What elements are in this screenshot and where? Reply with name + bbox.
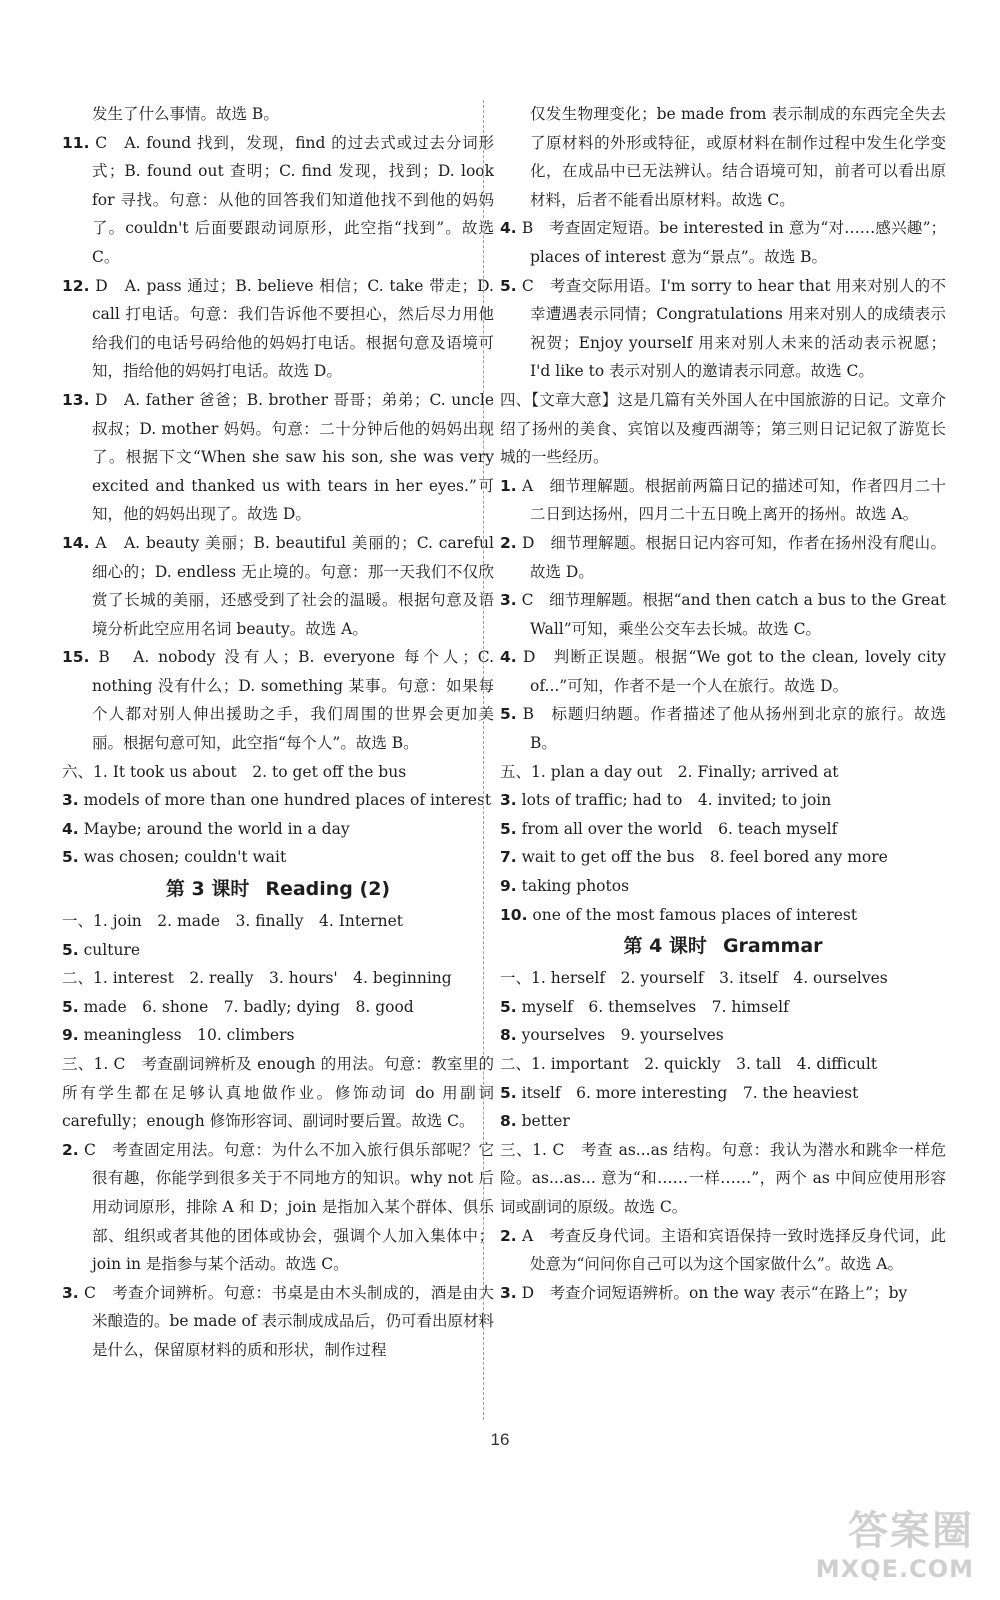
item-number: 5. [62, 940, 79, 959]
answer-item [500, 815, 946, 844]
answer-item [500, 586, 946, 643]
answer-item [500, 643, 946, 700]
watermark-logo [774, 1508, 974, 1584]
item-text: A 考查反身代词。主语和宾语保持一致时选择反身代词，此处意为“问问你自己可以为这个国家做什么”。故选 A。 [516, 1226, 946, 1274]
item-text: myself 6. themselves 7. himself [516, 997, 789, 1016]
answer-item [62, 1136, 494, 1279]
item-number: 9. [500, 877, 517, 896]
heading-lesson: 第 3 课时 [165, 878, 250, 901]
item-number: 8. [500, 1112, 517, 1131]
item-number: 7. [500, 848, 517, 867]
item-number: 10. [500, 905, 528, 924]
section-answer [500, 758, 946, 787]
item-number: 3. [500, 791, 517, 810]
section-answer [62, 758, 494, 787]
item-text: 四、【文章大意】这是几篇有关外国人在中国旅游的日记。文章介绍了扬州的美食、宾馆以及瘦西湖等；第三则日记记叙了游览长城的一些经历。 [500, 390, 946, 467]
section-heading [500, 931, 946, 962]
item-number: 5. [500, 819, 517, 838]
answer-item [500, 272, 946, 386]
answer-item [500, 529, 946, 586]
item-text: culture [78, 940, 141, 959]
answer-item [62, 993, 494, 1022]
item-number: 2. [62, 1140, 79, 1159]
item-text: 二、1. interest 2. really 3. hours' 4. beginning [62, 969, 452, 988]
item-number: 5. [500, 997, 517, 1016]
heading-title: Reading (2) [265, 878, 391, 901]
item-text: B 标题归纳题。作者描述了他从扬州到北京的旅行。故选 B。 [516, 705, 946, 753]
answer-item [500, 1222, 946, 1279]
section-answer [500, 964, 946, 993]
answer-item [500, 786, 946, 815]
item-number: 4. [500, 648, 517, 667]
item-text: D 考查介词短语辨析。on the way 表示“在路上”；by [516, 1283, 908, 1302]
section-answer [500, 1136, 946, 1222]
item-text: C 考查交际用语。I'm sorry to hear that 用来对别人的不幸遭遇表示同情；Congratulations 用来对别人的成绩表示祝贺；Enjoy yourself 用来对别人未来的活动表示祝愿；I'd like to 表示对别人的邀请表示同意。故选 C。 [516, 276, 946, 381]
item-text: D A. father 爸爸；B. brother 哥哥；弟弟；C. uncle 叔叔；D. mother 妈妈。句意：二十分钟后他的妈妈出现了。根据下文“When she saw his son, she was very excited and thanked us with tears in her eyes.”可知，他的妈妈出现了。故选 D。 [89, 390, 494, 524]
item-text: lots of traffic; had to 4. invited; to join [516, 791, 832, 810]
item-number: 9. [62, 1026, 79, 1045]
answer-item [62, 386, 494, 529]
item-text: taking photos [516, 877, 630, 896]
answer-item [500, 1021, 946, 1050]
answer-item [62, 129, 494, 272]
left-column [62, 100, 494, 1365]
answer-item [500, 1079, 946, 1108]
answer-item [62, 786, 494, 815]
section-answer [500, 386, 946, 472]
item-text: meaningless 10. climbers [78, 1026, 295, 1045]
item-text: C 考查介词辨析。句意：书桌是由木头制成的，酒是由大米酿造的。be made of 表示制成成品后，仍可看出原材料是什么，保留原材料的质和形状，制作过程 [78, 1283, 494, 1359]
answer-item [500, 1107, 946, 1136]
item-number: 1. [500, 476, 517, 495]
answer-item [62, 1021, 494, 1050]
item-text: 一、1. herself 2. yourself 3. itself 4. ourselves [500, 969, 888, 988]
item-number: 8. [500, 1026, 517, 1045]
column-divider [483, 100, 484, 1420]
item-text: 发生了什么事情。故选 B。 [92, 105, 279, 123]
answer-item [62, 936, 494, 965]
answer-item [500, 700, 946, 757]
item-text: 五、1. plan a day out 2. Finally; arrived at [500, 762, 839, 781]
item-text: B A. nobody 没有人；B. everyone 每个人；C. nothing 没有什么；D. something 某事。句意：如果每个人都对别人伸出援助之手，我们周围的世界会更加美丽。根据句意可知，此空指“每个人”。故选 B。 [89, 648, 494, 753]
item-text: B 考查固定短语。be interested in 意为“对……感兴趣”；places of interest 意为“景点”。故选 B。 [516, 219, 946, 266]
item-text: D A. pass 通过；B. believe 相信；C. take 带走；D. call 打电话。句意：我们告诉他不要担心，然后尽力用他给我们的电话号码给他的妈妈打电话。根据句意及语境可知，指给他的妈妈打电话。故选 D。 [89, 276, 494, 381]
continued-text [500, 100, 946, 214]
item-text: A 细节理解题。根据前两篇日记的描述可知，作者四月二十二日到达扬州，四月二十五日晚上离开的扬州。故选 A。 [516, 476, 946, 524]
item-text: yourselves 9. yourselves [516, 1026, 724, 1045]
answer-item [62, 815, 494, 844]
item-text: wait to get off the bus 8. feel bored any more [516, 848, 888, 867]
item-number: 13. [62, 390, 90, 409]
item-text: 一、1. join 2. made 3. finally 4. Internet [62, 912, 404, 931]
item-text: C 细节理解题。根据“and then catch a bus to the Great Wall”可知，乘坐公交车去长城。故选 C。 [516, 591, 946, 638]
item-text: 三、1. C 考查 as...as 结构。句意：我认为潜水和跳伞一样危险。as...as... 意为“和……一样……”，两个 as 中间应使用形容词或副词的原级。故选 C。 [500, 1140, 946, 1216]
item-text: 三、1. C 考查副词辨析及 enough 的用法。句意：教室里的所有学生都在足够认真地做作业。修饰动词 do 用副词 carefully；enough 修饰形容词、副词时要后置。故选 C。 [62, 1055, 494, 1131]
item-number: 3. [62, 791, 79, 810]
item-text: A A. beauty 美丽；B. beautiful 美丽的；C. careful 细心的；D. endless 无止境的。句意：那一天我们不仅欣赏了长城的美丽，还感受到了社会的温暖。根据句意及语境分析此空应用名词 beauty。故选 A。 [89, 533, 494, 638]
page-number: 16 [490, 1430, 510, 1449]
item-text: C 考查固定用法。句意：为什么不加入旅行俱乐部呢？它很有趣，你能学到很多关于不同地方的知识。why not 后用动词原形，排除 A 和 D；join 是指加入某个群体、俱乐部、组织或者其他的团体或协会，强调个人加入集体中；join in 是指参与某个活动。故选 C。 [78, 1140, 494, 1274]
item-text: models of more than one hundred places of interest [78, 791, 492, 810]
item-text: D 细节理解题。根据日记内容可知，作者在扬州没有爬山。故选 D。 [516, 533, 946, 581]
answer-item [500, 872, 946, 901]
item-number: 5. [500, 705, 517, 724]
answer-item [500, 901, 946, 930]
answer-item [500, 843, 946, 872]
item-text: itself 6. more interesting 7. the heaviest [516, 1083, 859, 1102]
watermark-brand: 答案圈 [848, 1508, 974, 1554]
section-answer [62, 1050, 494, 1136]
section-answer [62, 907, 494, 936]
answer-item [62, 529, 494, 643]
item-text: 二、1. important 2. quickly 3. tall 4. difficult [500, 1055, 878, 1073]
item-number: 3. [500, 1283, 517, 1302]
answer-item [62, 643, 494, 757]
answer-item [500, 472, 946, 529]
answer-item [500, 214, 946, 271]
item-text: Maybe; around the world in a day [78, 819, 350, 838]
section-heading [62, 874, 494, 905]
item-number: 4. [62, 819, 79, 838]
item-number: 15. [62, 648, 90, 667]
answer-item [62, 1279, 494, 1365]
item-text: made 6. shone 7. badly; dying 8. good [78, 997, 414, 1016]
item-text: C A. found 找到，发现，find 的过去式或过去分词形式；B. found out 查明；C. find 发现，找到；D. look for 寻找。句意：从他的回答我们知道他找不到他的妈妈了。couldn't 后面要跟动词原形，此空指“找到”。故选 C。 [89, 133, 494, 266]
heading-title: Grammar [722, 935, 823, 958]
watermark-site: MXQE.COM [815, 1555, 974, 1583]
item-text: from all over the world 6. teach myself [516, 819, 838, 838]
answer-item [62, 272, 494, 386]
item-number: 5. [500, 1083, 517, 1102]
continued-text [62, 100, 494, 129]
item-text: better [516, 1112, 570, 1131]
item-text: 六、1. It took us about 2. to get off the bus [62, 762, 407, 781]
item-number: 3. [62, 1283, 79, 1302]
answer-item [500, 993, 946, 1022]
item-number: 2. [500, 533, 517, 552]
item-text: was chosen; couldn't wait [78, 848, 287, 867]
item-number: 4. [500, 219, 517, 238]
item-number: 11. [62, 133, 90, 152]
item-number: 3. [500, 591, 517, 610]
item-text: 仅发生物理变化；be made from 表示制成的东西完全失去了原材料的外形或特征，或原材料在制作过程中发生化学变化，在成品中已无法辨认。结合语境可知，前者可以看出原材料，后者不能看出原材料。故选 C。 [530, 105, 946, 209]
item-number: 2. [500, 1226, 517, 1245]
item-number: 5. [500, 276, 517, 295]
section-answer [62, 964, 494, 993]
heading-lesson: 第 4 课时 [623, 935, 707, 958]
item-text: D 判断正误题。根据“We got to the clean, lovely city of...”可知，作者不是一个人在旅行。故选 D。 [516, 648, 946, 695]
item-number: 5. [62, 848, 79, 867]
item-number: 5. [62, 997, 79, 1016]
item-text: one of the most famous places of interest [527, 905, 858, 924]
right-column [500, 100, 946, 1307]
section-answer [500, 1050, 946, 1079]
answer-item [62, 843, 494, 872]
answer-item [500, 1279, 946, 1308]
item-number: 14. [62, 533, 90, 552]
item-number: 12. [62, 276, 90, 295]
